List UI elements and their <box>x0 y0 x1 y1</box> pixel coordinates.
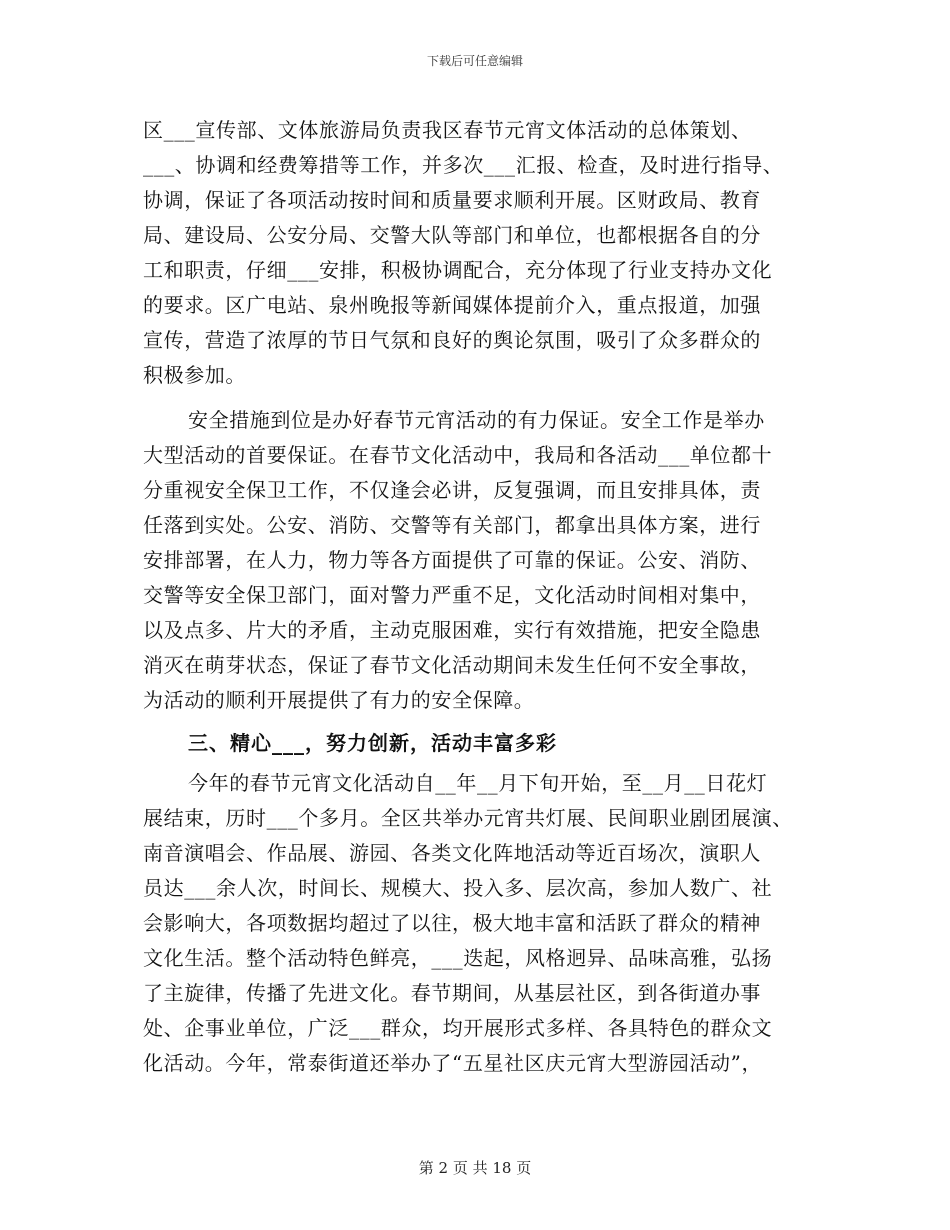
section-heading: 三、精心___，努力创新，活动丰富多彩 <box>188 731 557 755</box>
body-line: 南音演唱会、作品展、游园、各类文化阵地活动等近百场次，演职人 <box>143 841 761 865</box>
body-line: 协调，保证了各项活动按时间和质量要求顺利开展。区财政局、教育 <box>143 188 761 212</box>
body-line: 区___宣传部、文体旅游局负责我区春节元宵文体活动的总体策划、 <box>143 118 752 142</box>
body-line: 分重视安全保卫工作，不仅逢会必讲，反复强调，而且安排具体，责 <box>143 478 761 502</box>
body-line: 宣传，营造了浓厚的节日气氛和良好的舆论氛围，吸引了众多群众的 <box>143 328 761 352</box>
body-line: 会影响大，各项数据均超过了以往，极大地丰富和活跃了群众的精神 <box>143 911 761 935</box>
body-line: 工和职责，仔细___安排，积极协调配合，充分体现了行业支持办文化 <box>143 258 773 282</box>
body-line: 任落到实处。公安、消防、交警等有关部门，都拿出具体方案，进行 <box>143 513 761 537</box>
body-line: 展结束，历时___个多月。全区共举办元宵共灯展、民间职业剧团展演、 <box>143 806 793 830</box>
body-line: 的要求。区广电站、泉州晚报等新闻媒体提前介入，重点报道，加强 <box>143 293 761 317</box>
body-line: 以及点多、片大的矛盾，主动克服困难，实行有效措施，把安全隐患 <box>143 618 761 642</box>
body-line: 员达___余人次，时间长、规模大、投入多、层次高，参加人数广、社 <box>143 876 773 900</box>
body-line: 交警等安全保卫部门，面对警力严重不足，文化活动时间相对集中， <box>143 583 761 607</box>
body-line: 文化生活。整个活动特色鲜亮，___迭起，风格迥异、品味高雅，弘扬 <box>143 946 773 970</box>
body-line: 处、企事业单位，广泛___群众，均开展形式多样、各具特色的群众文 <box>143 1016 773 1040</box>
body-line: 局、建设局、公安分局、交警大队等部门和单位，也都根据各自的分 <box>143 223 761 247</box>
page-header: 下载后可任意编辑 <box>426 54 523 68</box>
body-line: 积极参加。 <box>143 363 246 387</box>
body-line: 安排部署，在人力，物力等各方面提供了可靠的保证。公安、消防、 <box>143 548 761 572</box>
body-line: 消灭在萌芽状态，保证了春节文化活动期间未发生任何不安全事故， <box>143 653 761 677</box>
paragraph-start-line: 安全措施到位是办好春节元宵活动的有力保证。安全工作是举办 <box>188 408 765 432</box>
body-line: 为活动的顺利开展提供了有力的安全保障。 <box>143 688 535 712</box>
paragraph-start-line: 今年的春节元宵文化活动自__年__月下旬开始，至__月__日花灯 <box>188 771 768 795</box>
body-line: ___、协调和经费筹措等工作，并多次___汇报、检查，及时进行指导、 <box>143 153 784 177</box>
page-number: 第 2 页 共 18 页 <box>418 1159 532 1177</box>
body-line: 化活动。今年，常泰街道还举办了“五星社区庆元宵大型游园活动”， <box>143 1051 763 1075</box>
body-line: 了主旋律，传播了先进文化。春节期间，从基层社区，到各街道办事 <box>143 981 761 1005</box>
body-line: 大型活动的首要保证。在春节文化活动中，我局和各活动___单位都十 <box>143 443 773 467</box>
